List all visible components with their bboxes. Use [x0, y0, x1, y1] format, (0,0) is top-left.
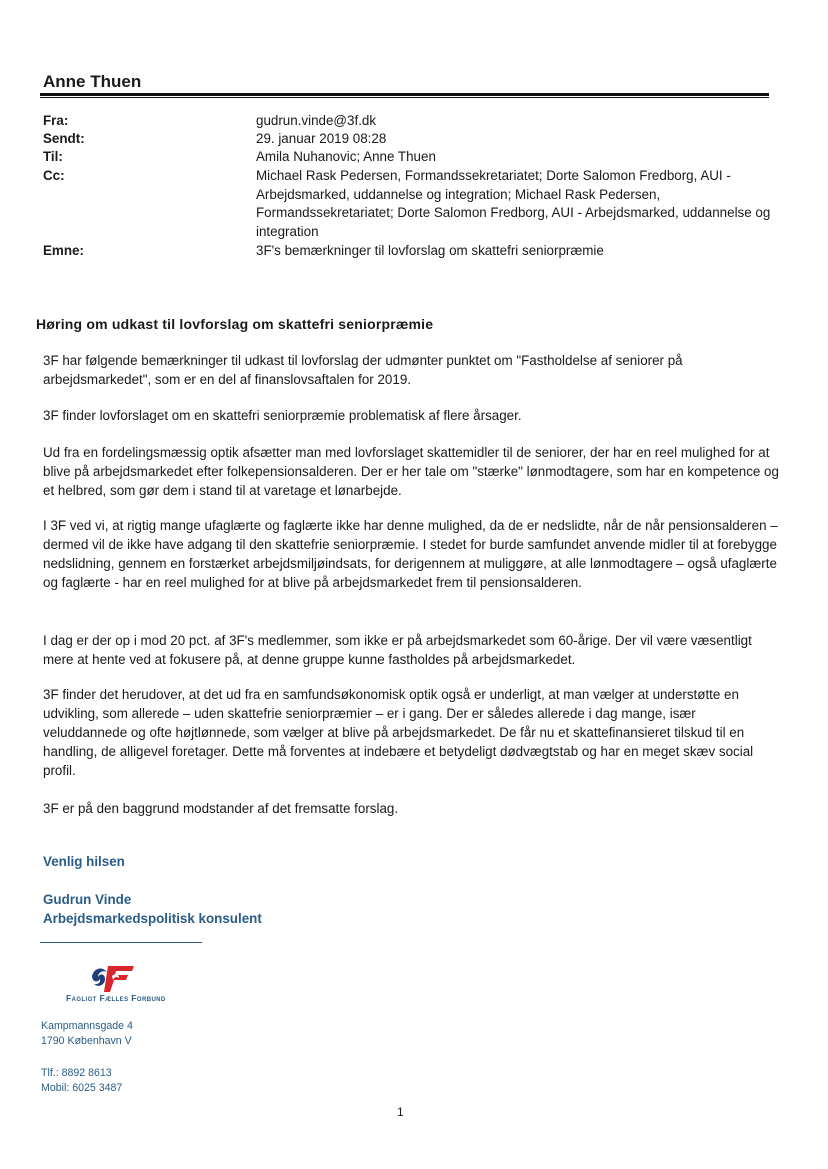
body-paragraph: 3F har følgende bemærkninger til udkast til lovforslag der udmønter punktet om "Fastholdelse af seniorer på arbejdsmarkedet", som er en del af finanslovsaftalen for 2019.	[43, 353, 683, 387]
meta-label-subject: Emne:	[43, 243, 84, 258]
body-paragraph: Ud fra en fordelingsmæssig optik afsætter man med lovforslaget skattemidler til de seniorer, der har en reel mulighed for at blive på arbejdsmarkedet efter folkepensionsalderen. Der er her tale om "stærke" lønmodtagere, som har en kompetence og et helbred, som gør dem i stand til at varetage et lønarbejde.	[43, 445, 779, 498]
meta-value-subject: 3F's bemærkninger til lovforslag om skattefri seniorpræmie	[256, 243, 604, 258]
header-rule	[40, 93, 769, 96]
signature-name: Gudrun Vinde	[43, 892, 132, 907]
meta-label-cc: Cc:	[43, 168, 65, 183]
organization-name: Fagligt Fælles Forbund	[66, 993, 166, 1003]
signature-rule	[40, 942, 202, 943]
document-heading: Høring om udkast til lovforslag om skattefri seniorpræmie	[36, 316, 434, 332]
body-paragraph: I 3F ved vi, at rigtig mange ufaglærte og faglærte ikke har denne mulighed, da de er nedslidte, når de når pensionsalderen – dermed vil de ikke have adgang til den skattefrie seniorpræmie. I stedet for burde samfundet anvende midler til at forebygge nedslidning, gennem en forstærket arbejdsmiljøindsats, for derigennem at muliggøre, at alle lønmodtagere – også ufaglærte og faglærte - har en reel mulighed for at blive på arbejdsmarkedet frem til pensionsalderen.	[43, 518, 778, 590]
signature-greeting: Venlig hilsen	[43, 854, 125, 869]
mobile-number: Mobil: 6025 3487	[41, 1082, 123, 1094]
3f-logo-icon	[88, 962, 138, 996]
address-line: 1790 København V	[41, 1035, 132, 1047]
body-paragraph: I dag er der op i mod 20 pct. af 3F's medlemmer, som ikke er på arbejdsmarkedet som 60-årige. Der vil være væsentligt mere at hente ved at fokusere på, at denne gruppe kunne fastholdes på arbejdsmarkedet.	[43, 633, 752, 667]
page-number: 1	[397, 1105, 404, 1119]
signature-title: Arbejdsmarkedspolitisk konsulent	[43, 911, 262, 926]
meta-label-from: Fra:	[43, 113, 69, 128]
phone-number: Tlf.: 8892 8613	[41, 1067, 112, 1079]
body-paragraph: 3F er på den baggrund modstander af det fremsatte forslag.	[43, 801, 399, 816]
header-rule-thin	[40, 97, 769, 98]
sender-name: Anne Thuen	[43, 72, 142, 91]
meta-value-from: gudrun.vinde@3f.dk	[256, 113, 377, 128]
address-line: Kampmannsgade 4	[41, 1020, 133, 1032]
meta-value-sent: 29. januar 2019 08:28	[256, 131, 387, 146]
body-paragraph: 3F finder det herudover, at det ud fra en samfundsøkonomisk optik også er underligt, at man vælger at understøtte en udvikling, som allerede – uden skattefrie seniorpræmier – er i gang. Der er således allerede i dag mange, især veluddannede og ofte højtlønnede, som vælger at blive på arbejdsmarkedet. De får nu et skattefinansieret tilskud til en handling, de alligevel foretager. Dette må forventes at indebære et betydeligt dødvægtstab og har en meget skæv social profil.	[43, 687, 754, 778]
meta-label-to: Til:	[43, 149, 63, 164]
meta-value-cc: Michael Rask Pedersen, Formandssekretariatet; Dorte Salomon Fredborg, AUI - Arbejdsmarked, uddannelse og integration; Michael Rask Pedersen, Formandssekretariatet; Dorte Salomon Fredborg, AUI - Arbejdsmarked, uddannelse og integration	[256, 168, 771, 239]
meta-label-sent: Sendt:	[43, 131, 85, 146]
meta-value-to: Amila Nuhanovic; Anne Thuen	[256, 149, 436, 164]
body-paragraph: 3F finder lovforslaget om en skattefri seniorpræmie problematisk af flere årsager.	[43, 408, 522, 423]
